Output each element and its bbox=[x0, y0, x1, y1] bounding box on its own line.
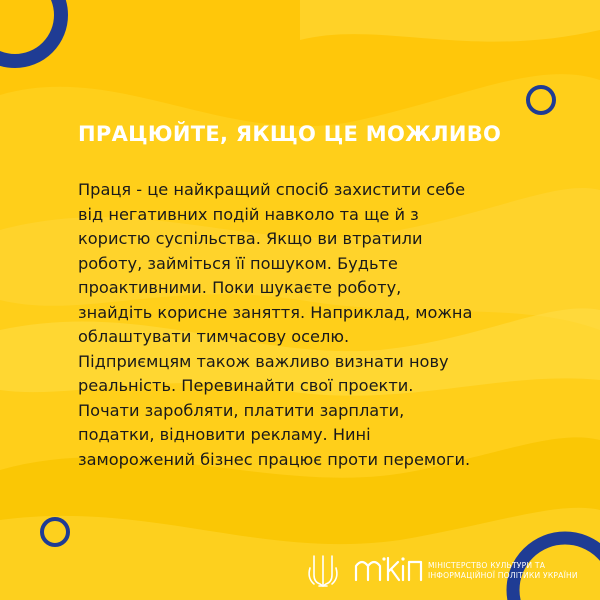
body-line: знайдіть корисне заняття. Наприклад, можна bbox=[78, 302, 473, 322]
body-line: від негативних подій навколо та ще й з bbox=[78, 204, 419, 224]
body-line: користю суспільства. Якщо ви втратили bbox=[78, 229, 423, 248]
body-line: Підприємцям також важливо визнати нову bbox=[78, 351, 449, 371]
body-line: роботу, займіться її пошуком. Будьте bbox=[78, 253, 398, 273]
body-line: Почати заробляти, платити зарплати, bbox=[78, 400, 405, 420]
page-title: ПРАЦЮЙТЕ, ЯКЩО ЦЕ МОЖЛИВО bbox=[78, 122, 502, 146]
body-line: заморожений бізнес працює проти перемоги. bbox=[78, 449, 471, 469]
body-line: облаштувати тимчасову оселю. bbox=[78, 327, 350, 346]
ministry-name bbox=[428, 561, 598, 581]
body-line: податки, відновити рекламу. Нині bbox=[78, 425, 371, 444]
body-line: проактивними. Поки шукаєте роботу, bbox=[78, 278, 402, 297]
body-text bbox=[78, 178, 548, 472]
body-line: Праця - це найкращий спосіб захистити себе bbox=[78, 180, 466, 199]
body-line: реальність. Перевинайти свої проекти. bbox=[78, 376, 414, 395]
ministry-name-line: ІНФОРМАЦІЙНОЇ ПОЛІТИКИ УКРАЇНИ bbox=[428, 571, 578, 580]
ministry-name-line: МІНІСТЕРСТВО КУЛЬТУРИ ТА bbox=[428, 561, 546, 570]
